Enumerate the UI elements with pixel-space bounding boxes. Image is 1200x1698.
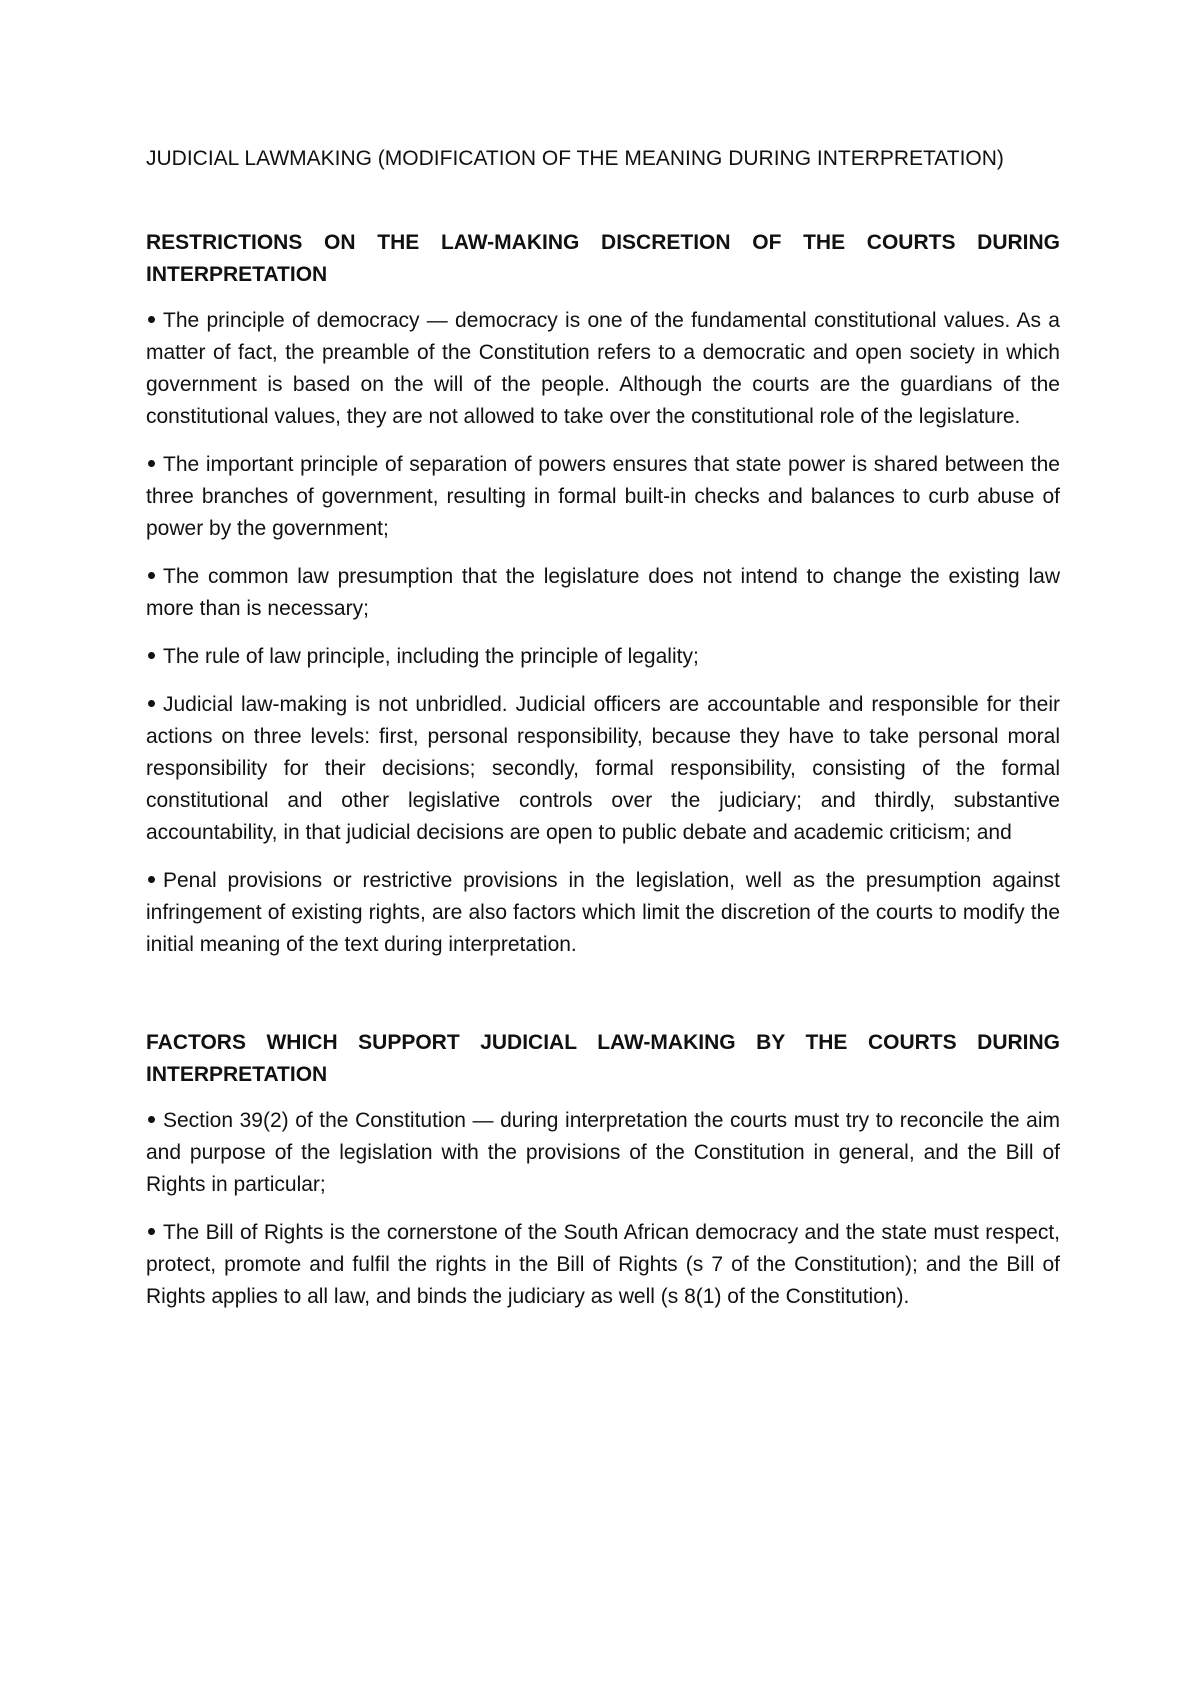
section-spacer — [146, 977, 1060, 1027]
list-item-text: Section 39(2) of the Constitution — during interpretation the courts must try to reconcile the aim and purpose of the legislation with the provisions of the Constitution in general, and the Bill of Rights in particular; — [146, 1109, 1060, 1196]
list-item-text: The common law presumption that the legislature does not intend to change the existing law more than is necessary; — [146, 565, 1060, 620]
list-item-text: The important principle of separation of powers ensures that state power is shared between the three branches of government, resulting in formal built-in checks and balances to curb abuse of power by the government; — [146, 453, 1060, 540]
list-item — [146, 305, 1060, 433]
restrictions-section — [146, 227, 1060, 961]
list-item — [146, 689, 1060, 849]
list-item — [146, 1105, 1060, 1201]
list-item-text: The Bill of Rights is the cornerstone of the South African democracy and the state must respect, protect, promote and fulfil the rights in the Bill of Rights (s 7 of the Constitution); and the Bill of Rights applies to all law, and binds the judiciary as well (s 8(1) of the Constitution). — [146, 1221, 1060, 1308]
supporting-factors-section — [146, 1027, 1060, 1313]
bullet-dot-icon — [148, 876, 155, 883]
list-item-text: The rule of law principle, including the principle of legality; — [163, 645, 699, 668]
bullet-dot-icon — [148, 652, 155, 659]
bullet-dot-icon — [148, 1228, 155, 1235]
list-item-text: The principle of democracy — democracy is one of the fundamental constitutional values. As a matter of fact, the preamble of the Constitution refers to a democratic and open society in which government is based on the will of the people. Although the courts are the guardians of the constitutional values, they are not allowed to take over the constitutional role of the legislature. — [146, 309, 1060, 428]
list-item-text: Judicial law-making is not unbridled. Judicial officers are accountable and responsible for their actions on three levels: first, personal responsibility, because they have to take personal moral responsibility for their decisions; secondly, formal responsibility, consisting of the formal constitutional and other legislative controls over the judiciary; and thirdly, substantive accountability, in that judicial decisions are open to public debate and academic criticism; and — [146, 693, 1060, 844]
list-item — [146, 1217, 1060, 1313]
list-item-text: Penal provisions or restrictive provisions in the legislation, well as the presumption against infringement of existing rights, are also factors which limit the discretion of the courts to modify the initial meaning of the text during interpretation. — [146, 869, 1060, 956]
bullet-dot-icon — [148, 1116, 155, 1123]
document-page — [146, 143, 1060, 1329]
bullet-dot-icon — [148, 316, 155, 323]
bullet-dot-icon — [148, 572, 155, 579]
list-item — [146, 865, 1060, 961]
bullet-dot-icon — [148, 700, 155, 707]
supporting-factors-list — [146, 1105, 1060, 1313]
bullet-dot-icon — [148, 460, 155, 467]
section-heading-restrictions: RESTRICTIONS ON THE LAW-MAKING DISCRETION OF THE COURTS DURING INTERPRETATION — [146, 231, 1060, 286]
section-heading-supporting-factors: FACTORS WHICH SUPPORT JUDICIAL LAW-MAKING BY THE COURTS DURING INTERPRETATION — [146, 1031, 1060, 1086]
restrictions-list — [146, 305, 1060, 961]
document-title: JUDICIAL LAWMAKING (MODIFICATION OF THE MEANING DURING INTERPRETATION) — [146, 147, 1004, 170]
list-item — [146, 561, 1060, 625]
list-item — [146, 449, 1060, 545]
list-item — [146, 641, 1060, 673]
